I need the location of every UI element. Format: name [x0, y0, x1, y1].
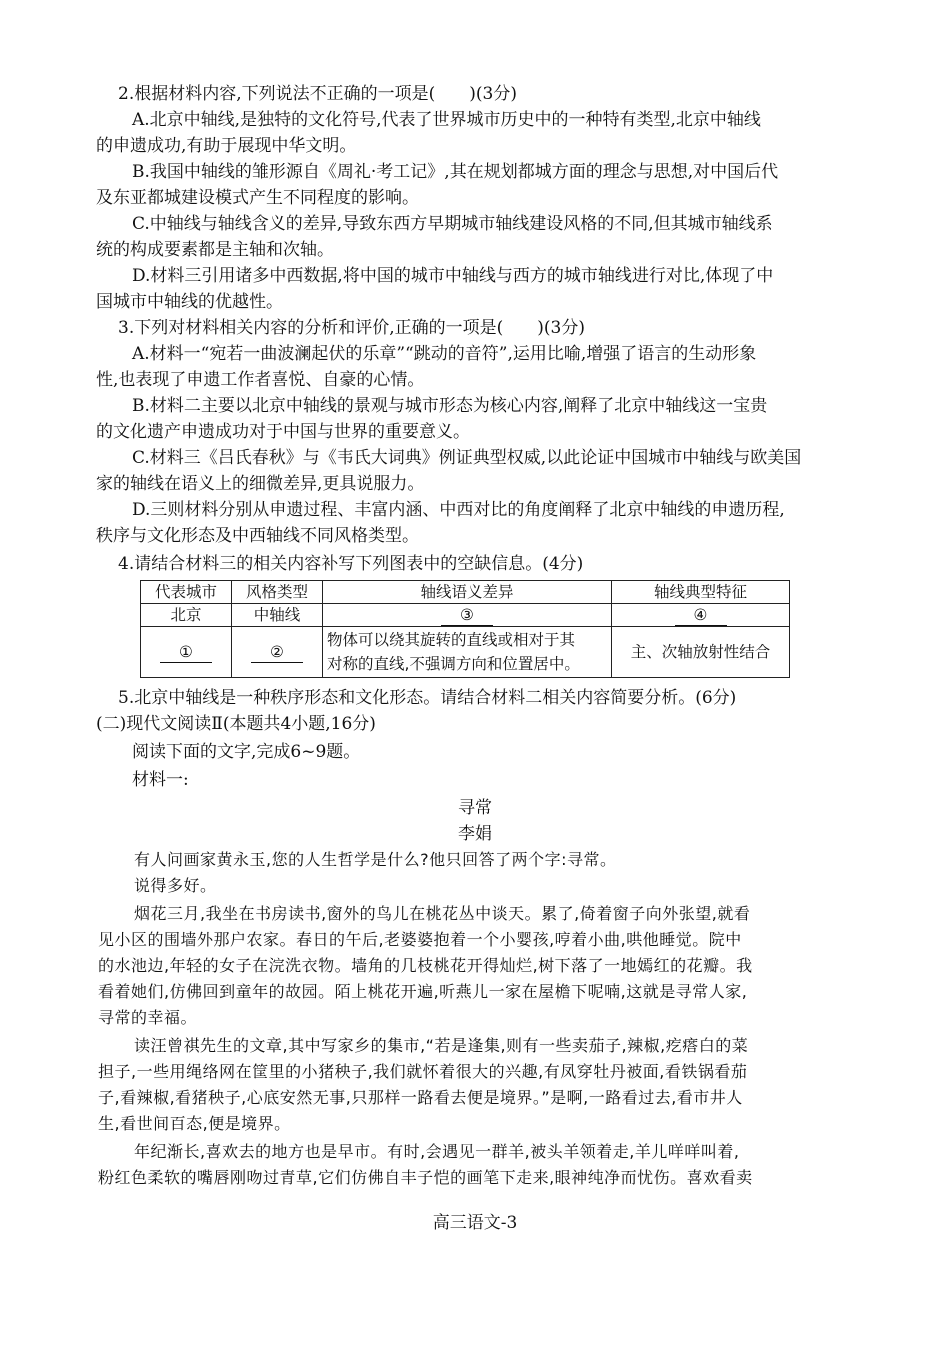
- q3-option-b-cont: 的文化遗产申遗成功对于中国与世界的重要意义。: [96, 422, 470, 442]
- essay-paragraph-3-line: 见小区的围墙外那户农家。春日的午后,老婆婆抱着一个小婴孩,哼着小曲,哄他睡觉。院中: [98, 930, 742, 949]
- header-features: 轴线典型特征: [612, 581, 790, 604]
- cell-axis-definition: [323, 627, 612, 678]
- cell-blank-1: [141, 627, 232, 678]
- essay-paragraph-5: 年纪渐长,喜欢去的地方也是早市。有时,会遇见一群羊,被头羊领着走,羊儿咩咩叫着,: [134, 1142, 740, 1161]
- cell-axis-feature: 主、次轴放射性结合: [612, 627, 790, 678]
- blank-3-label: ③: [441, 605, 493, 626]
- question-2-stem: 2.根据材料内容,下列说法不正确的一项是( )(3分): [118, 84, 517, 104]
- header-style: 风格类型: [232, 581, 323, 604]
- essay-paragraph-3-line: 寻常的幸福。: [98, 1008, 198, 1027]
- blank-4-label: ④: [675, 605, 727, 626]
- q2-option-d-cont: 国城市中轴线的优越性。: [96, 292, 283, 312]
- essay-paragraph-3-line: 看着她们,仿佛回到童年的故园。陌上桃花开遍,听燕儿一家在屋檐下呢喃,这就是寻常人家,: [98, 982, 748, 1001]
- cell-blank-4: [612, 604, 790, 627]
- essay-paragraph-4-line: 生,看世间百态,便是境界。: [98, 1114, 291, 1133]
- essay-paragraph-2: 说得多好。: [134, 876, 217, 895]
- essay-paragraph-4: 读汪曾祺先生的文章,其中写家乡的集市,“若是逢集,则有一些卖茄子,辣椒,疙瘩白的菜: [134, 1036, 749, 1055]
- q3-option-c: C.材料三《吕氏春秋》与《韦氏大词典》例证典型权威,以此论证中国城市中轴线与欧美国: [132, 448, 802, 468]
- q3-option-d: D.三则材料分别从申遗过程、丰富内涵、中西对比的角度阐释了北京中轴线的申遗历程,: [132, 500, 785, 520]
- essay-paragraph-3-line: 的水池边,年轻的女子在浣洗衣物。墙角的几枝桃花开得灿烂,树下落了一地嫣红的花瓣。我: [98, 956, 753, 975]
- q3-option-c-cont: 家的轴线在语义上的细微差异,更具说服力。: [96, 474, 425, 494]
- section-2-title: (二)现代文阅读Ⅱ(本题共4小题,16分): [96, 714, 376, 734]
- q2-option-d: D.材料三引用诸多中西数据,将中国的城市中轴线与西方的城市轴线进行对比,体现了中: [132, 266, 774, 286]
- section-2-instruction: 阅读下面的文字,完成6~9题。: [132, 742, 361, 762]
- cell-style-zhongzhou: 中轴线: [232, 604, 323, 627]
- essay-author: 李娟: [458, 824, 492, 844]
- q3-option-a-cont: 性,也表现了申遗工作者喜悦、自豪的心情。: [96, 370, 425, 390]
- q2-option-b-cont: 及东亚都城建设模式产生不同程度的影响。: [96, 188, 419, 208]
- q2-option-b: B.我国中轴线的雏形源自《周礼·考工记》,其在规划都城方面的理念与思想,对中国后代: [132, 162, 779, 182]
- essay-paragraph-4-line: 担子,一些用绳络网在筐里的小猪秧子,我们就怀着很大的兴趣,有凤穿牡丹被面,看铁锅看茄: [98, 1062, 748, 1081]
- table-row: [141, 627, 790, 678]
- q2-option-c: C.中轴线与轴线含义的差异,导致东西方早期城市轴线建设风格的不同,但其城市轴线系: [132, 214, 773, 234]
- header-semantic-diff: 轴线语义差异: [323, 581, 612, 604]
- q3-option-a: A.材料一“宛若一曲波澜起伏的乐章”“跳动的音符”,运用比喻,增强了语言的生动形象: [132, 344, 757, 364]
- question-5-stem: 5.北京中轴线是一种秩序形态和文化形态。请结合材料二相关内容简要分析。(6分): [118, 688, 737, 708]
- page-footer: 高三语文-3: [432, 1213, 518, 1233]
- material-label: 材料一:: [132, 770, 189, 790]
- table-header-row: [141, 581, 790, 604]
- cell-city-beijing: 北京: [141, 604, 232, 627]
- q3-option-b: B.材料二主要以北京中轴线的景观与城市形态为核心内容,阐释了北京中轴线这一宝贵: [132, 396, 768, 416]
- q2-option-a-cont: 的申遗成功,有助于展现中华文明。: [96, 136, 357, 156]
- table-row: [141, 604, 790, 627]
- essay-paragraph-4-line: 子,看辣椒,看猪秧子,心底安然无事,只那样一路看去便是境界。”是啊,一路看过去,看市井人: [98, 1088, 743, 1107]
- axis-definition-line-2: 对称的直线,不强调方向和位置居中。: [327, 655, 580, 673]
- cell-blank-3: [323, 604, 612, 627]
- essay-title: 寻常: [458, 798, 492, 818]
- blank-2-label: ②: [251, 642, 303, 663]
- q3-option-d-cont: 秩序与文化形态及中西轴线不同风格类型。: [96, 526, 419, 546]
- blank-1-label: ①: [160, 642, 212, 663]
- q2-option-a: A.北京中轴线,是独特的文化符号,代表了世界城市历史中的一种特有类型,北京中轴线: [132, 110, 761, 130]
- cell-blank-2: [232, 627, 323, 678]
- header-city: 代表城市: [141, 581, 232, 604]
- essay-paragraph-1: 有人问画家黄永玉,您的人生哲学是什么?他只回答了两个字:寻常。: [134, 850, 617, 869]
- axis-comparison-table: [140, 580, 790, 678]
- essay-paragraph-3: 烟花三月,我坐在书房读书,窗外的鸟儿在桃花丛中谈天。累了,倚着窗子向外张望,就看: [134, 904, 751, 923]
- essay-paragraph-5-line: 粉红色柔软的嘴唇刚吻过青草,它们仿佛自丰子恺的画笔下走来,眼神纯净而忧伤。喜欢看卖: [98, 1168, 753, 1187]
- question-4-stem: 4.请结合材料三的相关内容补写下列图表中的空缺信息。(4分): [118, 554, 584, 574]
- question-3-stem: 3.下列对材料相关内容的分析和评价,正确的一项是( )(3分): [118, 318, 585, 338]
- q2-option-c-cont: 统的构成要素都是主轴和次轴。: [96, 240, 334, 260]
- axis-definition-line-1: 物体可以绕其旋转的直线或相对于其: [327, 631, 576, 649]
